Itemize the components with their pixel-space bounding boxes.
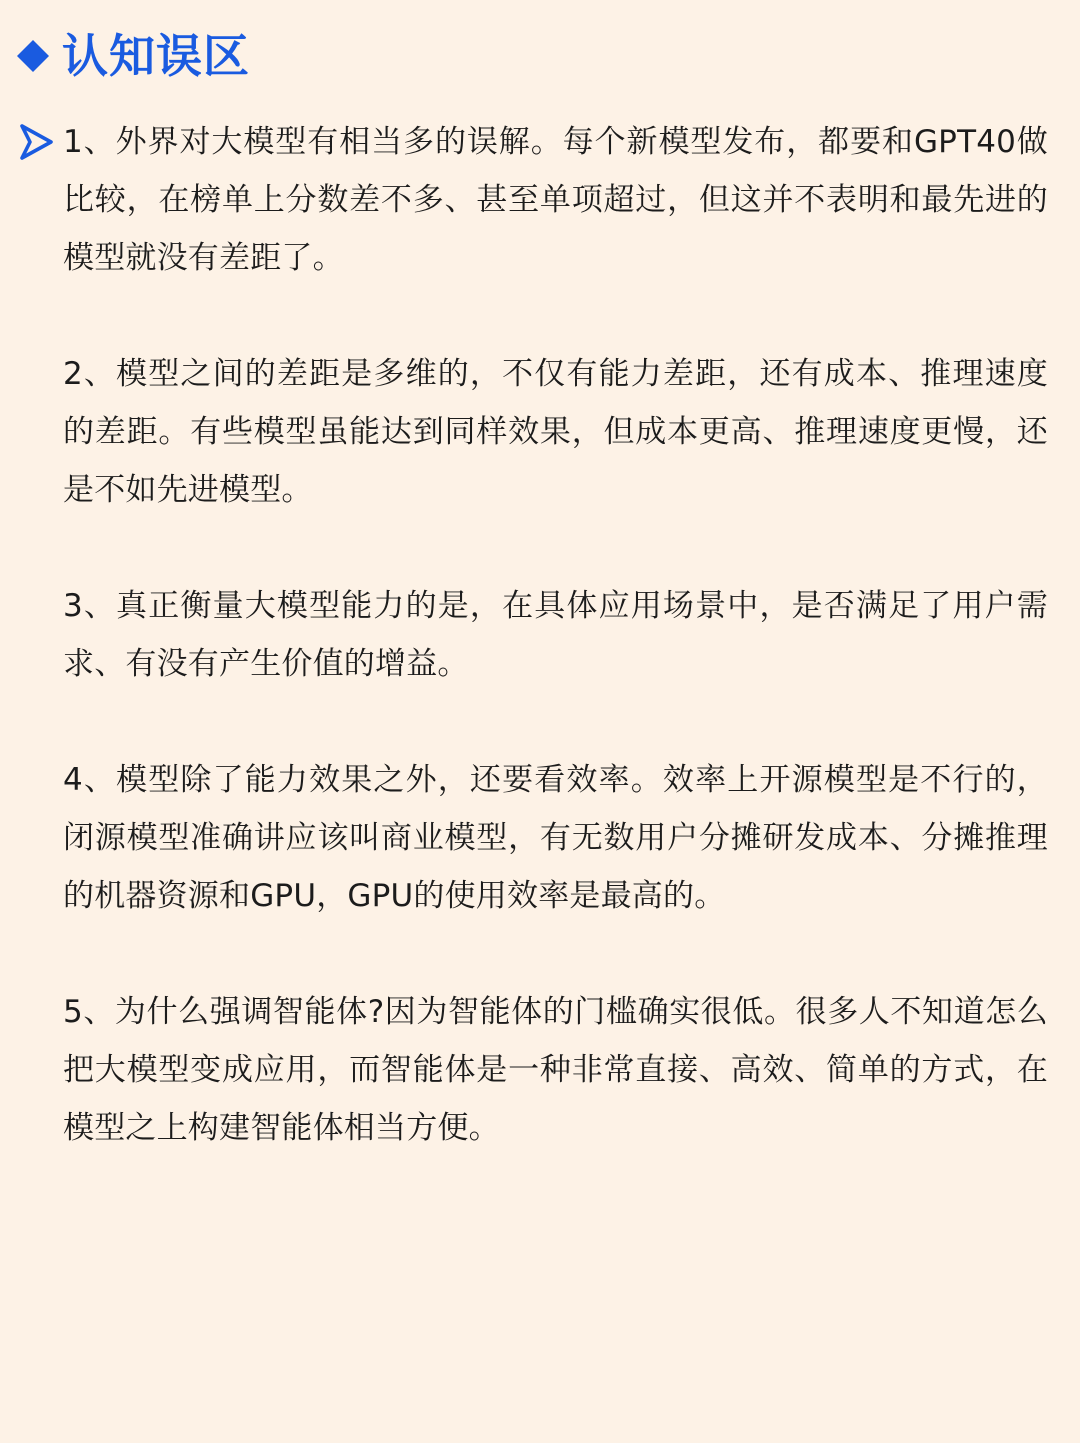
section-heading [16,24,250,88]
misconception-list [63,113,1048,1157]
list-item: 1、外界对大模型有相当多的误解。每个新模型发布，都要和GPT40做比较，在榜单上分数差不多、甚至单项超过，但这并不表明和最先进的模型就没有差距了。 [63,124,1048,276]
arrow-chevron-icon [18,122,54,162]
list-item: 5、为什么强调智能体?因为智能体的门槛确实很低。很多人不知道怎么把大模型变成应用，而智能体是一种非常直接、高效、简单的方式，在模型之上构建智能体相当方便。 [63,994,1048,1146]
heading-title: 认知误区 [62,29,250,83]
list-item: 2、模型之间的差距是多维的，不仅有能力差距，还有成本、推理速度的差距。有些模型虽能达到同样效果，但成本更高、推理速度更慢，还是不如先进模型。 [63,356,1048,508]
list-item: 4、模型除了能力效果之外，还要看效率。效率上开源模型是不行的，闭源模型准确讲应该叫商业模型，有无数用户分摊研发成本、分摊推理的机器资源和GPU，GPU的使用效率是最高的。 [63,762,1048,914]
list-item: 3、真正衡量大模型能力的是，在具体应用场景中，是否满足了用户需求、有没有产生价值的增益。 [63,588,1048,682]
diamond-icon [16,39,50,73]
